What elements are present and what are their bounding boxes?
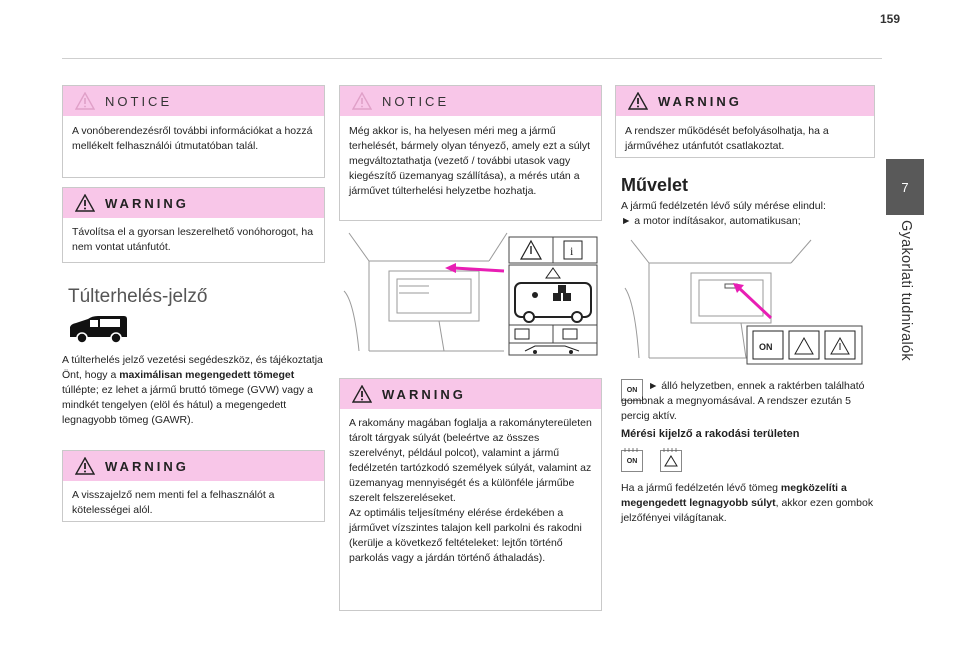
warning-header: [616, 86, 874, 116]
light-rays-icon: [621, 448, 643, 452]
weight-triangle-icon: [664, 455, 678, 467]
van-overload-icon: [66, 313, 130, 345]
cargo-area-illustration: [339, 231, 602, 365]
warning-box: [339, 378, 602, 611]
warning-label: WARNING: [105, 458, 189, 474]
top-rule: [62, 58, 882, 59]
warning-header: [340, 379, 601, 409]
chapter-title-text: Gyakorlati tudnivalók: [898, 220, 914, 361]
overload-text-2: túllépte; ez lehet a jármű bruttó tömege (GVW) vagy a mindkét tengelyen (elöl és hátul) a megengedett legnagyobb tömeg (GAWR).: [62, 384, 313, 426]
indicator-text-1: Ha a jármű fedélzetén lévő tömeg: [621, 482, 781, 494]
warning-triangle-icon: [75, 194, 95, 212]
notice-box: [339, 85, 602, 221]
caution-triangle-icon: [75, 92, 95, 110]
warning-box: [62, 187, 325, 263]
warning-header: [63, 188, 324, 218]
chapter-number-tab: 7: [886, 159, 924, 215]
notice-text: A vonóberendezésről további információkat a hozzá mellékelt felhasználói útmutatóban talál.: [72, 125, 313, 152]
warning-text: Távolítsa el a gyorsan leszerelhető vonóhorogot, ha nem vontat utánfutót.: [72, 226, 314, 253]
section-heading: Túlterhelés-jelző: [68, 286, 208, 307]
section-heading: Művelet: [621, 175, 689, 195]
warning-header: [63, 451, 324, 481]
overload-text-1: A túlterhelés jelző vezetési segédeszköz, és tájékoztatja Önt, hogy a: [62, 354, 323, 381]
notice-label: NOTICE: [105, 93, 173, 109]
overload-text-bold: maximálisan megengedett tömeget: [119, 369, 295, 381]
bullet-item: ► a motor indításakor, automatikusan;: [621, 215, 801, 227]
notice-header: [340, 86, 601, 116]
overload-paragraph: [62, 353, 326, 428]
warning-triangle-icon: [628, 92, 648, 110]
caution-triangle-icon: [352, 92, 372, 110]
on-indicator-label: ON: [626, 457, 638, 465]
indicator-text-2: , akkor ezen gombok jelzőfényei világítanak.: [621, 497, 874, 524]
on-button-label: ON: [626, 386, 638, 394]
cargo-button-illustration: [621, 238, 875, 366]
bullet-item: ► álló helyzetben, ennek a raktérben található gombnak a megnyomásával. A rendszer ezután 5 percig aktív.: [621, 380, 865, 422]
warning-triangle-icon: [75, 457, 95, 475]
notice-label: NOTICE: [382, 93, 450, 109]
notice-text: Még akkor is, ha helyesen méri meg a jármű terhelését, bármely olyan tényező, amely ezt a súlyt megváltoztathatja (vezető / további utasok vagy kiegészítő üzemanyag szállítása), a mérés után a járművet túlterhelési helyzetbe hozhatja.: [349, 125, 591, 197]
cargo-interior-drawing: [339, 231, 602, 365]
subheading: Mérési kijelző a rakodási területen: [621, 428, 800, 440]
warning-triangle-icon: [352, 385, 372, 403]
cargo-wall-drawing: [621, 238, 875, 366]
warning-box: [62, 450, 325, 522]
on-indicator-lit-icon: [621, 450, 643, 472]
svg-text:ON: ON: [759, 342, 773, 352]
warning-label: WARNING: [382, 386, 466, 402]
notice-box: [62, 85, 325, 178]
indicator-paragraph: [621, 481, 877, 526]
load-indicator-lit-icon: [660, 450, 682, 472]
notice-header: [63, 86, 324, 116]
chapter-title: [893, 220, 919, 380]
warning-label: WARNING: [658, 93, 742, 109]
light-rays-icon: [660, 448, 682, 452]
warning-text: A visszajelző nem menti fel a felhasználót a kötelességei alól.: [72, 489, 275, 516]
indicator-text-bold: megközelíti a megengedett legnagyobb súlyt: [621, 482, 847, 509]
warning-text: A rendszer működését befolyásolhatja, ha a járművéhez utánfutót csatlakoztat.: [625, 125, 829, 152]
warning-text: A rakomány magában foglalja a rakománytereületen tárolt tárgyak súlyát (beleértve az összes szerelvényt, például polcot), valamint a jármű fedélzetén tartózkodó személyek súlyát, valamint az üzemanyag mennyiségét és a különféle járműbe szerelt felszereléseket. Az optimális teljesítmény elérése érdekében a járművet vízszintes talajon kell parkolni és rakodni (kerülje a következő feltételeket: lejtőn történő parkolás vagy a járdán történő áthaladás).: [349, 417, 592, 564]
warning-label: WARNING: [105, 195, 189, 211]
svg-text:i: i: [570, 244, 574, 258]
page-number: 159: [880, 12, 901, 26]
intro-text: A jármű fedélzetén lévő súly mérése elindul:: [621, 200, 826, 212]
warning-box: [615, 85, 875, 158]
